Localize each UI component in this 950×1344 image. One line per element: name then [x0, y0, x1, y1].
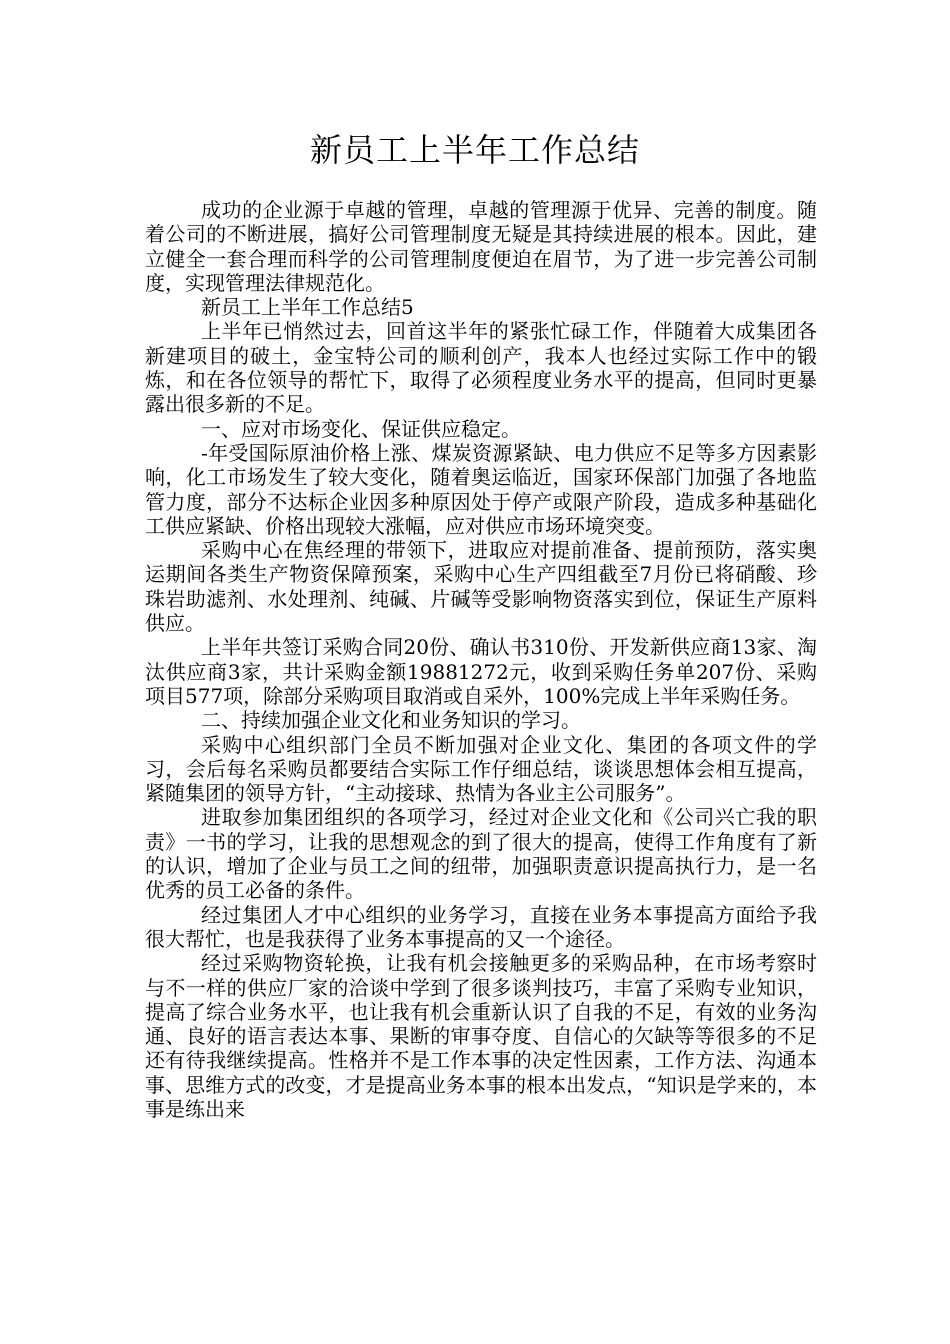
document-body	[145, 198, 817, 1121]
paragraph-statistics: 上半年共签订采购合同20份、确认书310份、开发新供应商13家、淘汰供应商3家，共计采购金额19881272元，收到采购任务单207份、采购项目577项，除部分采购项目取消或自采外，100%完成上半年采购任务。	[145, 635, 817, 708]
paragraph-rotation: 经过采购物资轮换，让我有机会接触更多的采购品种，在市场考察时与不一样的供应厂家的洽谈中学到了很多谈判技巧，丰富了采购专业知识，提高了综合业务水平，也让我有机会重新认识了自我的不足，有效的业务沟通、良好的语言表达本事、果断的审事夺度、自信心的欠缺等等很多的不足还有待我继续提高。性格并不是工作本事的决定性因素，工作方法、沟通本事、思维方式的改变，才是提高业务本事的根本出发点，“知识是学来的，本事是练出来	[145, 951, 817, 1121]
section-heading-1: 一、应对市场变化、保证供应稳定。	[201, 416, 521, 441]
paragraph-study: 进取参加集团组织的各项学习，经过对企业文化和《公司兴亡我的职责》一书的学习，让我的思想观念的到了很大的提高，使得工作角度有了新的认识，增加了企业与员工之间的纽带，加强职责意识提高执行力，是一名优秀的员工必备的条件。	[145, 805, 817, 903]
paragraph-market: -年受国际原油价格上涨、煤炭资源紧缺、电力供应不足等多方因素影响，化工市场发生了较大变化，随着奥运临近，国家环保部门加强了各地监管力度，部分不达标企业因多种原因处于停产或限产阶段，造成多种基础化工供应紧缺、价格出现较大涨幅，应对供应市场环境突变。	[145, 440, 817, 538]
paragraph-intro: 成功的企业源于卓越的管理，卓越的管理源于优异、完善的制度。随着公司的不断进展，搞好公司管理制度无疑是其持续进展的根本。因此，建立健全一套合理而科学的公司管理制度便迫在眉节，为了进一步完善公司制度，实现管理法律规范化。	[145, 198, 817, 295]
document-title: 新员工上半年工作总结	[309, 131, 640, 169]
paragraph-procurement: 采购中心在焦经理的带领下，进取应对提前准备、提前预防，落实奥运期间各类生产物资保障预案，采购中心生产四组截至7月份已将硝酸、珍珠岩助滤剂、水处理剂、纯碱、片碱等受影响物资落实到位，保证生产原料供应。	[145, 538, 817, 636]
paragraph-overview: 上半年已悄然过去，回首这半年的紧张忙碌工作，伴随着大成集团各新建项目的破土，金宝特公司的顺利创产，我本人也经过实际工作中的锻炼，和在各位领导的帮忙下，取得了必须程度业务水平的提高，但同时更暴露出很多新的不足。	[145, 319, 817, 417]
section-heading-2: 二、持续加强企业文化和业务知识的学习。	[201, 708, 581, 733]
paragraph-culture: 采购中心组织部门全员不断加强对企业文化、集团的各项文件的学习，会后每名采购员都要结合实际工作仔细总结，谈谈思想体会相互提高，紧随集团的领导方针，“主动接球、热情为各业主公司服务”。	[145, 732, 817, 806]
paragraph-subtitle: 新员工上半年工作总结5	[201, 295, 414, 320]
paragraph-training: 经过集团人才中心组织的业务学习，直接在业务本事提高方面给予我很大帮忙，也是我获得了业务本事提高的又一个途径。	[145, 902, 817, 951]
